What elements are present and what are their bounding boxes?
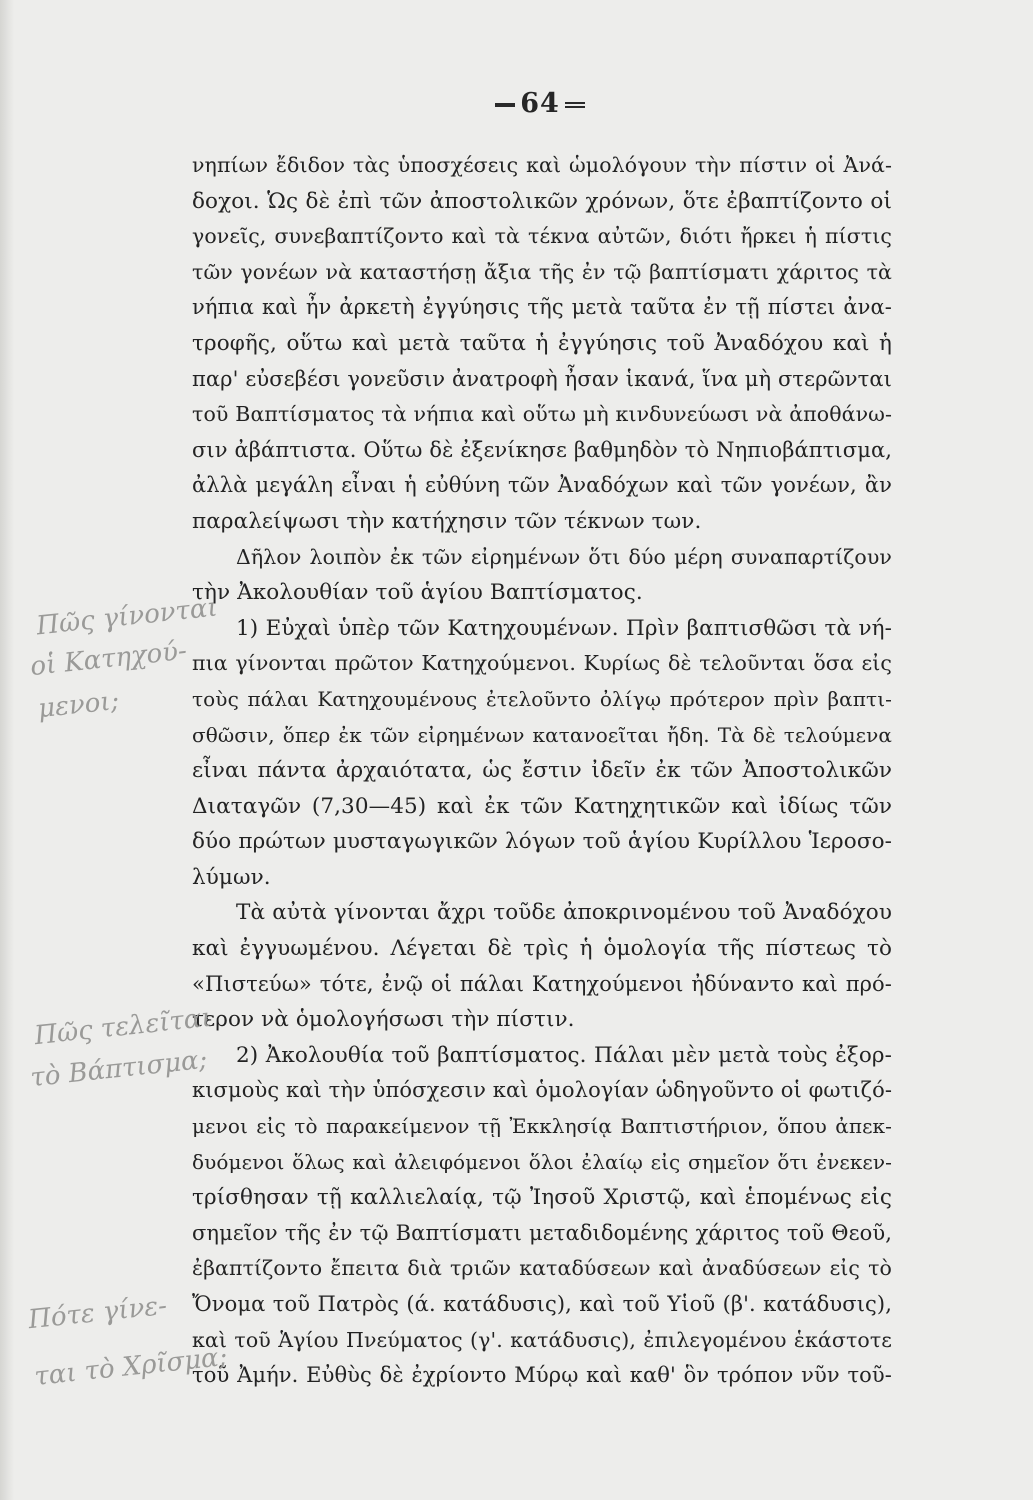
text-line: σημεῖον τῆς ἐν τῷ Βαπτίσματι μεταδιδομένης χάριτος τοῦ Θεοῦ,: [192, 1220, 892, 1245]
section-heading-2: 2) Ἀκολουθία τοῦ βαπτίσματος. Πάλαι μὲν μετὰ τοὺς ἐξορ-: [236, 1042, 892, 1068]
text-line: τῶν γονέων νὰ καταστήσῃ ἄξια τῆς ἐν τῷ βαπτίσματι χάριτος τὰ: [192, 259, 892, 284]
margin-handwriting-note: οἱ Κατηχού-: [28, 635, 189, 683]
text-line: τροφῆς, οὕτω καὶ μετὰ ταῦτα ἡ ἐγγύησις τοῦ Ἀναδόχου καὶ ἡ: [192, 330, 892, 356]
text-line: τρίσθησαν τῇ καλλιελαίᾳ, τῷ Ἰησοῦ Χριστῷ, καὶ ἑπομένως εἰς: [192, 1185, 892, 1211]
text-line: Διαταγῶν (7,30—45) καὶ ἐκ τῶν Κατηχητικῶν καὶ ἰδίως τῶν: [192, 793, 892, 819]
text-line: δοχοι. Ὡς δὲ ἐπὶ τῶν ἀποστολικῶν χρόνων, ὅτε ἐβαπτίζοντο οἱ: [192, 188, 892, 214]
margin-handwriting-note: μενοι;: [36, 685, 121, 725]
margin-handwriting-note: Πῶς τελεῖται: [32, 1002, 213, 1052]
page-number-text: 64: [520, 88, 560, 119]
text-line: δυόμενοι ὅλως καὶ ἀλειφόμενοι ὅλοι ἐλαίῳ εἰς σημεῖον ὅτι ἐνεκεν-: [192, 1149, 892, 1174]
text-line: νήπια καὶ ἦν ἀρκετὴ ἐγγύησις τῆς μετὰ ταῦτα ἐν τῇ πίστει ἀνα-: [192, 295, 892, 320]
text-line: πια γίνονται πρῶτον Κατηχούμενοι. Κυρίως δὲ τελοῦνται ὅσα εἰς: [192, 651, 892, 676]
margin-handwriting-note: Πότε γίνε-: [26, 1290, 169, 1336]
text-line: ἐβαπτίζοντο ἔπειτα διὰ τριῶν καταδύσεων καὶ ἀναδύσεων εἰς τὸ: [192, 1256, 892, 1281]
margin-handwriting-note: ται τὸ Χρῖσμα;: [32, 1341, 229, 1393]
text-line: «Πιστεύω» τότε, ἐνῷ οἱ πάλαι Κατηχούμενοι ἠδύναντο καὶ πρό-: [192, 971, 892, 996]
text-line: νηπίων ἔδιδον τὰς ὑποσχέσεις καὶ ὡμολόγουν τὴν πίστιν οἱ Ἀνά-: [192, 153, 892, 177]
text-line: καὶ τοῦ Ἁγίου Πνεύματος (γ'. κατάδυσις), ἐπιλεγομένου ἑκάστοτε: [192, 1327, 892, 1352]
text-line: τοῦ Ἀμήν. Εὐθὺς δὲ ἐχρίοντο Μύρῳ καὶ καθ' ὃν τρόπον νῦν τοῦ-: [192, 1363, 892, 1388]
text-line: Ὄνομα τοῦ Πατρὸς (ά. κατάδυσις), καὶ τοῦ Υἱοῦ (β'. κατάδυσις),: [192, 1292, 892, 1316]
body-text: [192, 148, 892, 1394]
text-line: εἶναι πάντα ἀρχαιότατα, ὡς ἔστιν ἰδεῖν ἐκ τῶν Ἀποστολικῶν: [192, 758, 892, 784]
text-line: μενοι εἰς τὸ παρακείμενον τῇ Ἐκκλησίᾳ Βαπτιστήριον, ὅπου ἀπεκ-: [192, 1114, 892, 1139]
text-line: καὶ ἐγγυωμένου. Λέγεται δὲ τρὶς ἡ ὁμολογία τῆς πίστεως τὸ: [192, 936, 892, 962]
page-number: [480, 88, 600, 119]
text-line: λύμων.: [192, 864, 271, 890]
text-line: σθῶσιν, ὅπερ ἐκ τῶν εἰρημένων κατανοεῖται ἤδη. Τὰ δὲ τελούμενα: [192, 722, 892, 747]
text-line: τερον νὰ ὁμολογήσωσι τὴν πίστιν.: [192, 1007, 575, 1033]
text-line: Τὰ αὐτὰ γίνονται ἄχρι τοῦδε ἀποκρινομένου τοῦ Ἀναδόχου: [236, 900, 892, 926]
right-dash-ornament: [565, 102, 585, 108]
text-line: σιν ἀβάπτιστα. Οὕτω δὲ ἐξενίκησε βαθμηδὸν τὸ Νηπιοβάπτισμα,: [192, 437, 892, 462]
text-line: δύο πρώτων μυσταγωγικῶν λόγων τοῦ ἁγίου Κυρίλλου Ἱεροσο-: [192, 829, 892, 855]
text-line: τοὺς πάλαι Κατηχουμένους ἐτελοῦντο ὀλίγῳ πρότερον πρὶν βαπτι-: [192, 686, 892, 711]
section-heading-1: 1) Εὐχαὶ ὑπὲρ τῶν Κατηχουμένων. Πρὶν βαπτισθῶσι τὰ νή-: [236, 615, 892, 641]
text-line: Δῆλον λοιπὸν ἐκ τῶν εἰρημένων ὅτι δύο μέρη συναπαρτίζουν: [236, 544, 892, 569]
text-line: ἀλλὰ μεγάλη εἶναι ἡ εὐθύνη τῶν Ἀναδόχων καὶ τῶν γονέων, ἂν: [192, 473, 892, 498]
text-line: παρ' εὐσεβέσι γονεῦσιν ἀνατροφὴ ἦσαν ἱκανά, ἵνα μὴ στερῶνται: [192, 366, 892, 391]
text-line: κισμοὺς καὶ τὴν ὑπόσχεσιν καὶ ὁμολογίαν ὡδηγοῦντο οἱ φωτιζό-: [192, 1078, 893, 1103]
text-line: τὴν Ἀκολουθίαν τοῦ ἁγίου Βαπτίσματος.: [192, 580, 643, 606]
text-line: παραλείψωσι τὴν κατήχησιν τῶν τέκνων των.: [192, 508, 702, 534]
text-line: τοῦ Βαπτίσματος τὰ νήπια καὶ οὕτω μὴ κινδυνεύωσι νὰ ἀποθάνω-: [192, 402, 892, 427]
margin-handwriting-note: Πῶς γίνονται: [34, 592, 219, 642]
margin-handwriting-note: τὸ Βάπτισμα;: [28, 1044, 209, 1094]
text-line: γονεῖς, συνεβαπτίζοντο καὶ τὰ τέκνα αὐτῶν, διότι ἤρκει ἡ πίστις: [192, 224, 892, 249]
left-dash-ornament: [495, 103, 515, 107]
